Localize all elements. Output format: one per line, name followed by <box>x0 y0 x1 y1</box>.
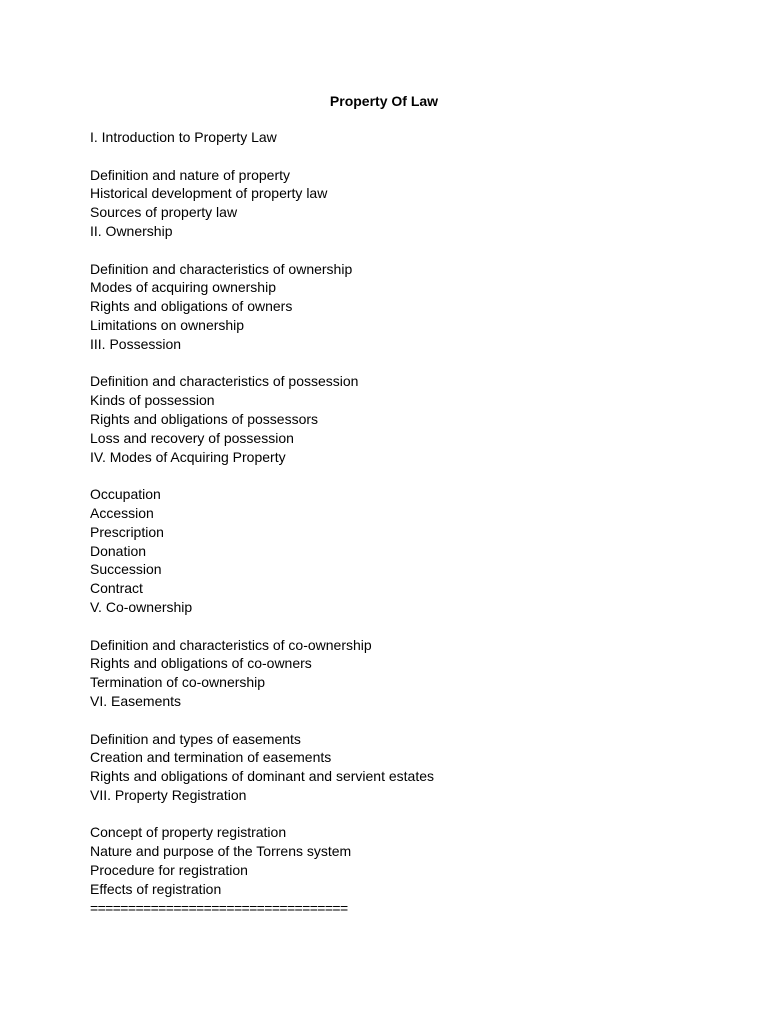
spacer <box>90 241 730 260</box>
section-heading-possession: III. Possession <box>90 335 182 352</box>
list-item: Rights and obligations of dominant and servient estates <box>90 768 434 785</box>
list-item: Definition and characteristics of ownership <box>90 260 353 277</box>
list-item: Definition and types of easements <box>90 730 301 747</box>
list-item: Loss and recovery of possession <box>90 429 294 446</box>
spacer <box>90 711 730 730</box>
list-item: Effects of registration <box>90 880 222 897</box>
section-heading-easements: VI. Easements <box>90 692 182 709</box>
section-heading-ownership: II. Ownership <box>90 222 173 239</box>
section-heading-introduction: I. Introduction to Property Law <box>90 129 277 145</box>
list-item: Sources of property law <box>90 204 238 221</box>
list-item: Concept of property registration <box>90 824 287 841</box>
list-item: Termination of co-ownership <box>90 674 266 691</box>
list-item: Contract <box>90 580 143 597</box>
list-item: Prescription <box>90 523 164 540</box>
list-item: Historical development of property law <box>90 185 328 202</box>
document-body <box>90 128 730 917</box>
spacer <box>90 805 730 824</box>
spacer <box>90 466 730 485</box>
list-item: Nature and purpose of the Torrens system <box>90 843 352 860</box>
list-item: Donation <box>90 542 147 559</box>
list-item: Limitations on ownership <box>90 316 245 333</box>
list-item: Rights and obligations of owners <box>90 298 293 315</box>
list-item: Definition and characteristics of co-ownership <box>90 636 372 653</box>
section-heading-property-registration: VII. Property Registration <box>90 786 247 803</box>
list-item: Definition and nature of property <box>90 166 291 183</box>
list-item: Procedure for registration <box>90 862 248 879</box>
spacer <box>90 617 730 636</box>
list-item: Rights and obligations of co-owners <box>90 655 312 672</box>
spacer <box>90 354 730 373</box>
list-item: Definition and characteristics of possession <box>90 373 359 390</box>
separator-line: ================================== <box>90 899 348 916</box>
list-item: Kinds of possession <box>90 392 215 409</box>
document-title: Property Of Law <box>329 93 439 109</box>
spacer <box>90 147 730 166</box>
section-heading-modes-of-acquiring: IV. Modes of Acquiring Property <box>90 448 286 465</box>
list-item: Modes of acquiring ownership <box>90 279 276 296</box>
list-item: Creation and termination of easements <box>90 749 332 766</box>
list-item: Accession <box>90 504 154 521</box>
section-heading-co-ownership: V. Co-ownership <box>90 598 193 615</box>
list-item: Occupation <box>90 486 161 503</box>
list-item: Rights and obligations of possessors <box>90 410 319 427</box>
list-item: Succession <box>90 561 162 578</box>
